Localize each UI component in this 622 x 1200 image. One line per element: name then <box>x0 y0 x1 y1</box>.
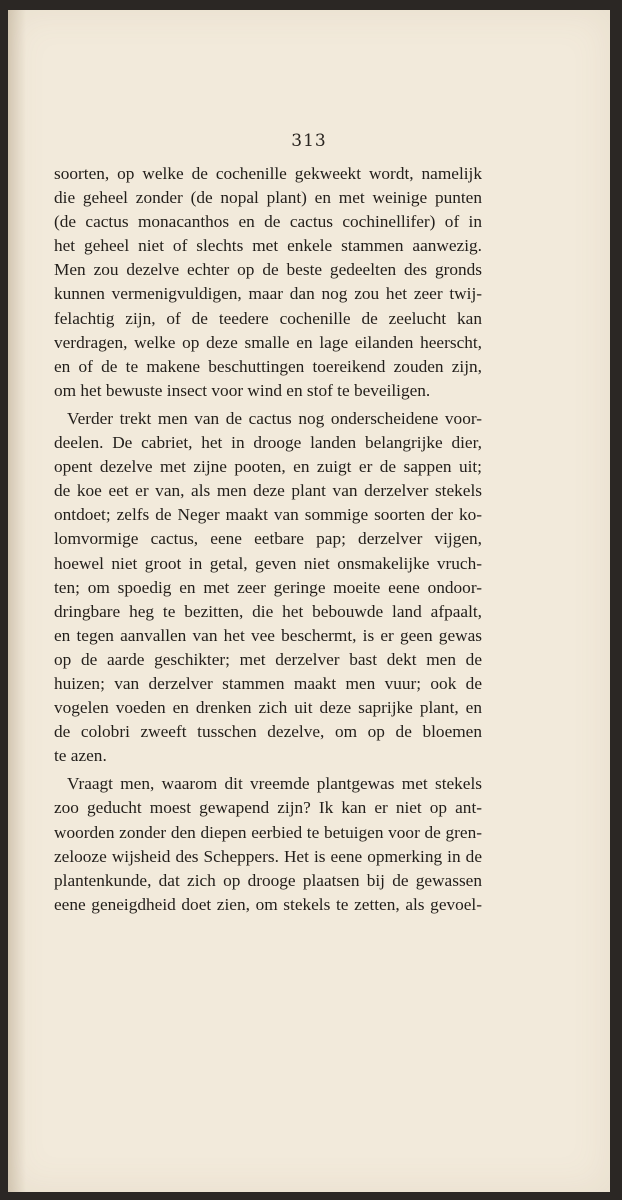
text-line: deelen. De cabriet, het in drooge landen belangrijke dier, <box>54 433 482 453</box>
text-line: hoewel niet groot in getal, geven niet onsmakelijke vruch- <box>54 553 482 573</box>
book-page <box>8 10 610 1192</box>
text-line: dringbare heg te bezitten, die het bebouwde land afpaalt, <box>54 601 482 621</box>
text-line: te azen. <box>54 746 107 766</box>
text-line: verdragen, welke op deze smalle en lage eilanden heerscht, <box>54 332 482 352</box>
text-line: Men zou dezelve echter op de beste gedeelten des gronds <box>54 260 482 280</box>
text-line: (de cactus monacanthos en de cactus cochinellifer) of in <box>54 212 482 232</box>
text-line: de koe eet er van, als men deze plant van derzelver stekels <box>54 481 482 501</box>
text-line: opent dezelve met zijne pooten, en zuigt er de sappen uit; <box>54 457 482 477</box>
text-line: Verder trekt men van de cactus nog onderscheidene voor- <box>67 408 482 428</box>
text-line: woorden zonder den diepen eerbied te betuigen voor de gren- <box>54 822 482 842</box>
page-number: 313 <box>291 131 327 151</box>
text-line: die geheel zonder (de nopal plant) en met weinige punten <box>54 188 482 208</box>
text-line: om het bewuste insect voor wind en stof te beveiligen. <box>54 380 431 400</box>
text-line: de colobri zweeft tusschen dezelve, om op de bloemen <box>54 722 482 742</box>
text-line: eene geneigdheid doet zien, om stekels te zetten, als gevoel- <box>54 894 482 914</box>
text-line: kunnen vermenigvuldigen, maar dan nog zou het zeer twij- <box>54 284 482 304</box>
text-line: Vraagt men, waarom dit vreemde plantgewas met stekels <box>67 774 482 794</box>
page-spine-shadow <box>8 10 26 1192</box>
paragraph-2 <box>54 407 482 768</box>
text-line: zoo geducht moest gewapend zijn? Ik kan er niet op ant- <box>54 798 482 818</box>
paragraph-1 <box>54 162 482 403</box>
text-line: plantenkunde, dat zich op drooge plaatsen bij de gewassen <box>54 870 482 890</box>
text-line: en tegen aanvallen van het vee beschermt, is er geen gewas <box>54 625 482 645</box>
text-line: op de aarde geschikter; met derzelver bast dekt men de <box>54 649 482 669</box>
text-line: ontdoet; zelfs de Neger maakt van sommige soorten der ko- <box>54 505 482 525</box>
text-line: en of de te makene beschuttingen toereikend zouden zijn, <box>54 356 482 376</box>
body-text <box>54 162 482 921</box>
text-line: ten; om spoedig en met zeer geringe moeite eene ondoor- <box>54 577 482 597</box>
text-line: vogelen voeden en drenken zich uit deze saprijke plant, en <box>54 698 482 718</box>
text-line: het geheel niet of slechts met enkele stammen aanwezig. <box>54 236 482 256</box>
paragraph-3 <box>54 772 482 917</box>
text-line: zelooze wijsheid des Scheppers. Het is eene opmerking in de <box>54 846 482 866</box>
text-line: soorten, op welke de cochenille gekweekt wordt, namelijk <box>54 164 482 183</box>
text-line: felachtig zijn, of de teedere cochenille de zeelucht kan <box>54 308 482 328</box>
text-line: lomvormige cactus, eene eetbare pap; derzelver vijgen, <box>54 529 482 549</box>
text-line: huizen; van derzelver stammen maakt men vuur; ook de <box>54 673 482 693</box>
